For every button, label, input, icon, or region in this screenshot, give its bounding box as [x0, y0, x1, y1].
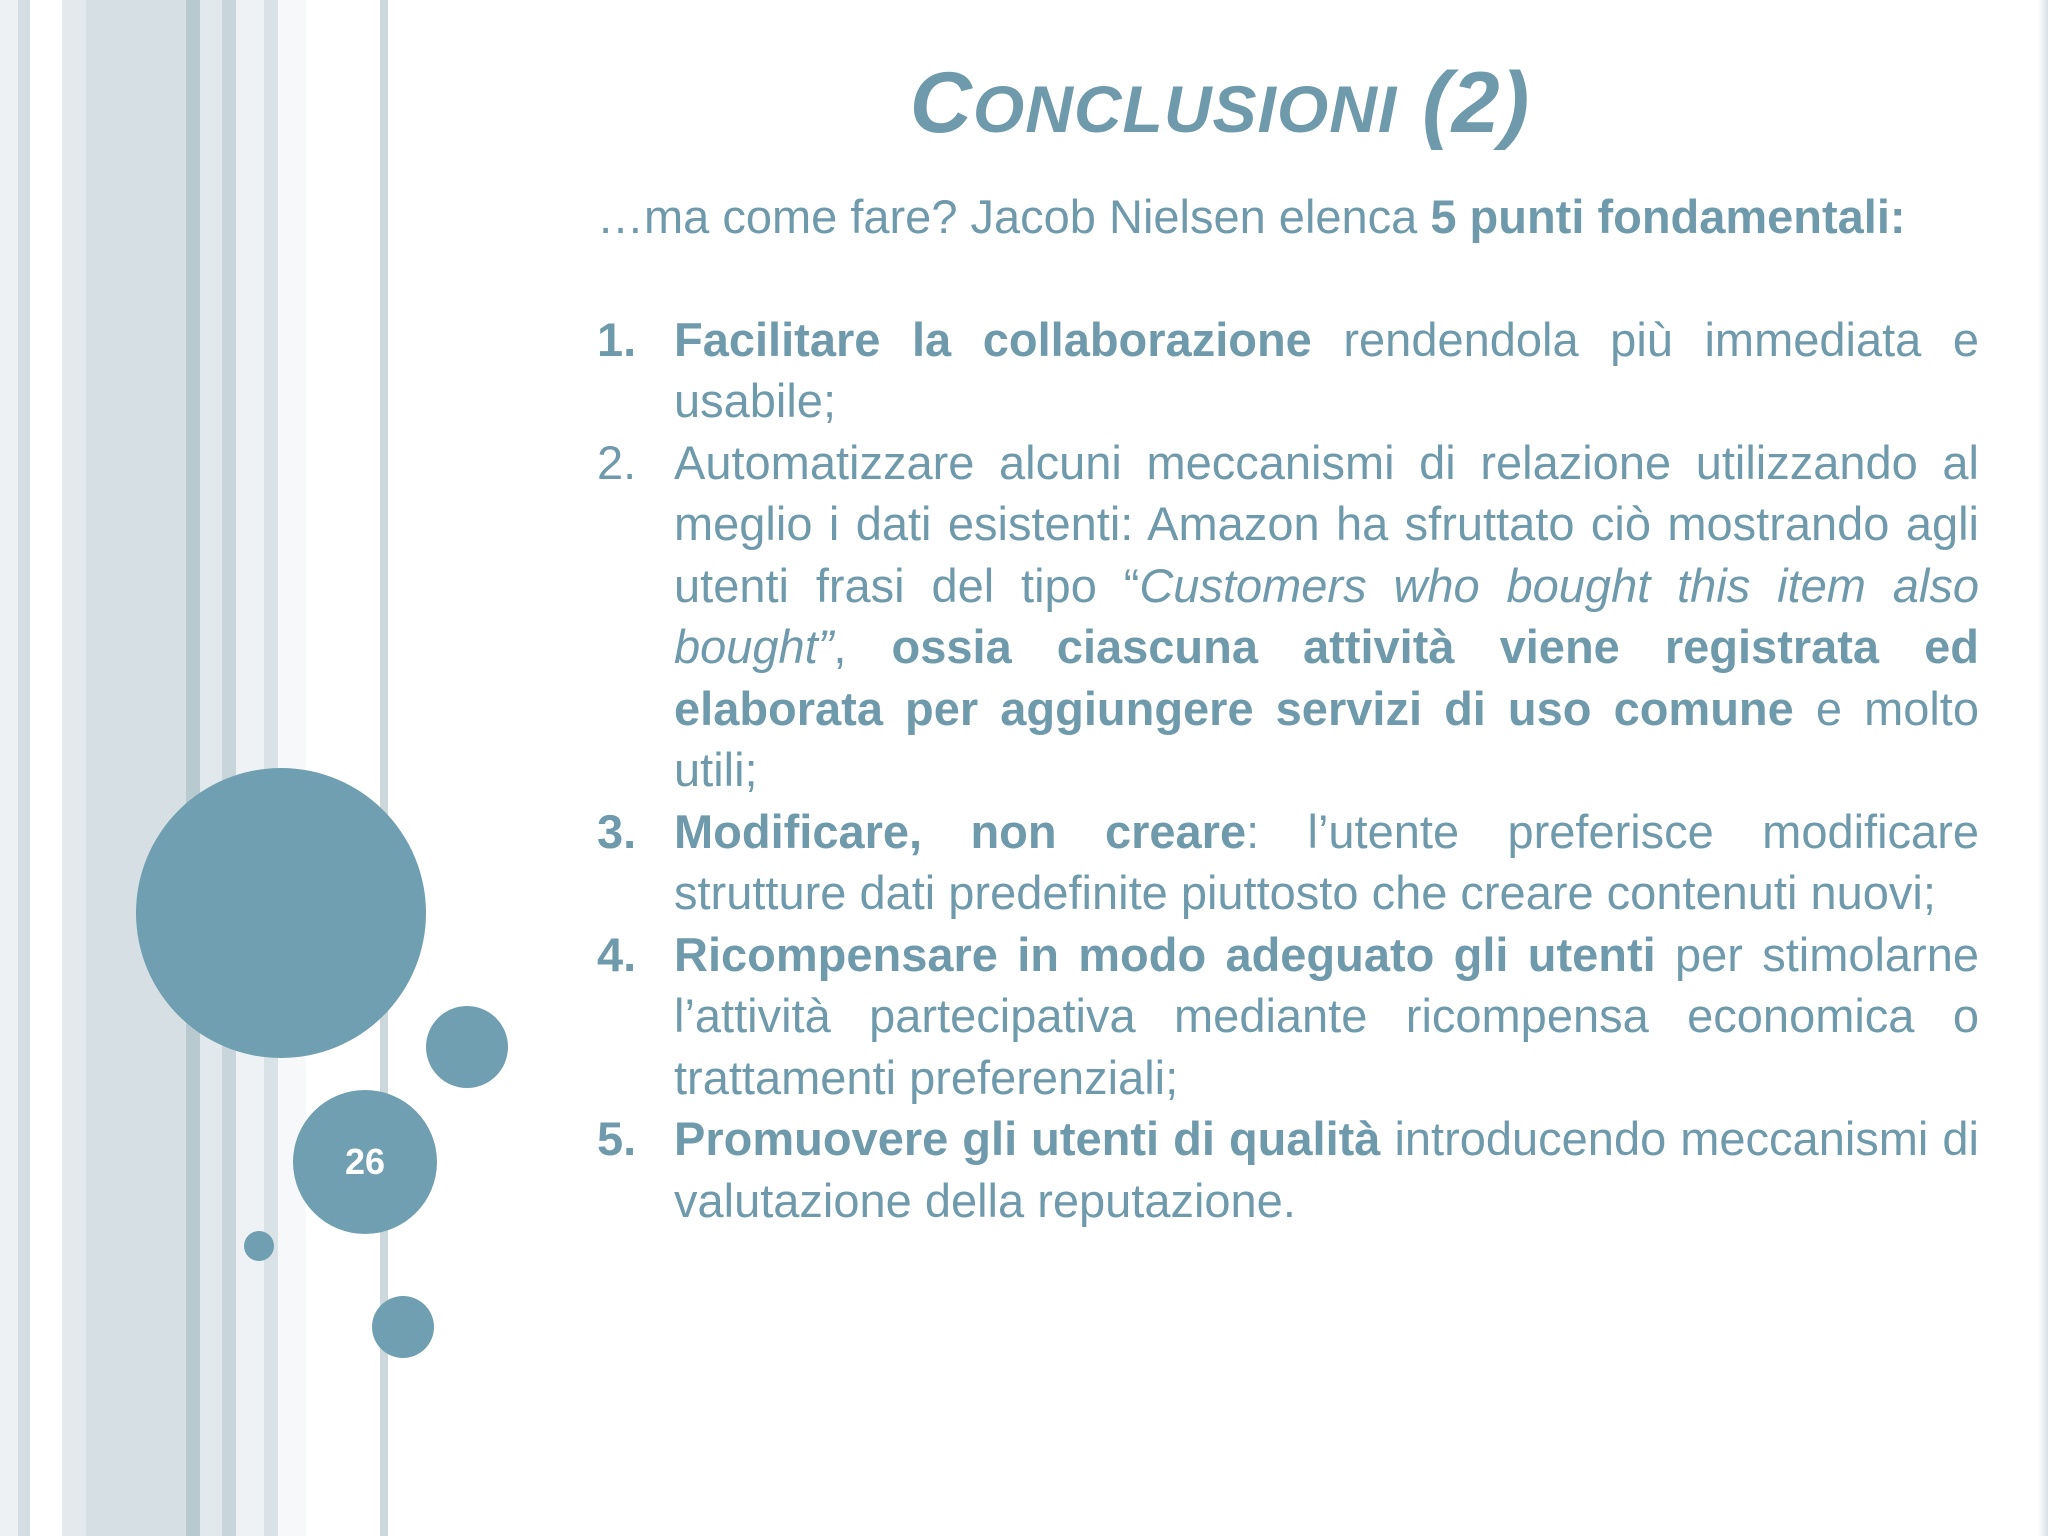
item-comma: ,: [833, 620, 892, 673]
item-bold: Facilitare la collaborazione: [674, 312, 1312, 366]
item-text: : l’utente preferisce modificare strutture dati predefinite piuttosto che creare contenuti nuovi;: [674, 804, 1979, 919]
item-number: 2.: [597, 435, 637, 489]
page-number-badge: [293, 1090, 437, 1234]
list-item: [597, 801, 1979, 924]
item-bold: ossia ciascuna attività viene registrata ed elaborata per aggiungere servizi di uso comune: [674, 620, 1979, 735]
item-text-end: e molto utili;: [674, 681, 1979, 796]
item-text: Automatizzare alcuni meccanismi di relazione utilizzando al meglio i dati esistenti: Amazon ha sfruttato ciò mostrando agli utenti frasi del tipo “: [674, 435, 1979, 612]
item-number: 1.: [597, 312, 637, 366]
list-item: [597, 432, 1979, 801]
intro-text: …ma come fare? Jacob Nielsen elenca: [597, 190, 1431, 243]
item-bold: Ricompensare in modo adeguato gli utenti: [674, 927, 1656, 981]
title-word: ONCLUSIONI: [972, 72, 1398, 146]
item-bold: Modificare, non creare: [674, 804, 1247, 858]
decor-stripe: [200, 0, 222, 1536]
item-italic: Customers who bought this item also bought”: [674, 558, 1979, 673]
item-text: introducendo meccanismi di valutazione della reputazione.: [674, 1112, 1979, 1227]
decor-stripe: [236, 0, 264, 1536]
item-text: per stimolarne l’attività partecipativa mediante ricompensa economica o trattamenti preferenziali;: [674, 927, 1979, 1104]
item-number: 5.: [597, 1112, 637, 1165]
item-text: rendendola più immediata e usabile;: [674, 312, 1979, 427]
decor-circle-small: [372, 1296, 434, 1358]
decor-stripe: [86, 0, 186, 1536]
points-list: [597, 309, 1979, 1232]
decor-circle-medium: [426, 1006, 508, 1088]
decor-stripe: [18, 0, 30, 1536]
slide-title: [560, 48, 1880, 164]
decor-stripe: [186, 0, 200, 1536]
decor-stripe: [62, 0, 86, 1536]
item-number: 3.: [597, 804, 637, 858]
intro-bold: 5 punti fondamentali:: [1430, 190, 1906, 243]
decor-stripe: [222, 0, 236, 1536]
item-number: 4.: [597, 927, 637, 981]
page-number: 26: [344, 1141, 386, 1182]
item-bold: Promuovere gli utenti di qualità: [674, 1112, 1381, 1165]
slide-body: [597, 186, 1979, 1231]
title-initial: C: [909, 55, 973, 151]
title-suffix: (2): [1422, 55, 1531, 151]
list-item: [597, 1108, 1979, 1231]
decor-circle-small: [244, 1231, 274, 1261]
decor-right-edge: [2038, 0, 2048, 1536]
decor-circle-large: [136, 768, 426, 1058]
list-item: [597, 924, 1979, 1109]
list-item: [597, 309, 1979, 432]
decor-stripe: [30, 0, 62, 1536]
decor-stripe: [0, 0, 18, 1536]
intro-paragraph: [597, 186, 1979, 248]
